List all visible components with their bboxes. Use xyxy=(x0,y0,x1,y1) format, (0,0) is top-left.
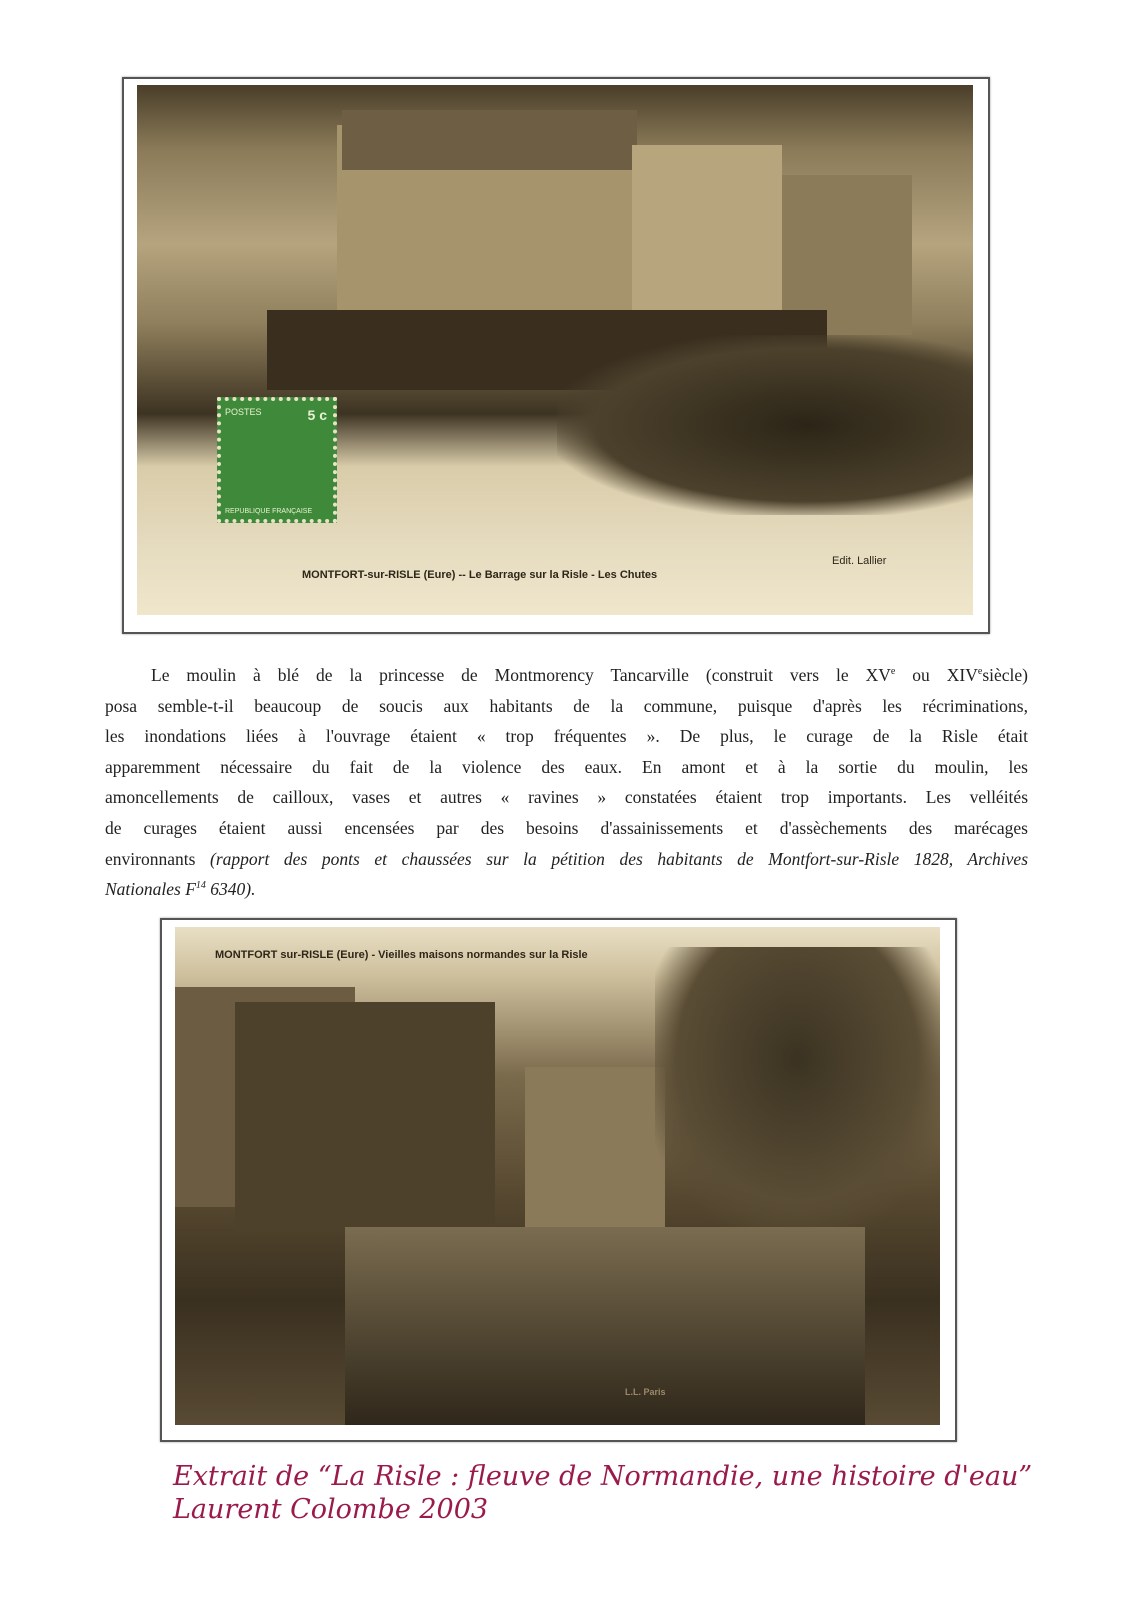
trees xyxy=(655,947,940,1227)
postcard-bottom-caption: MONTFORT sur-RISLE (Eure) - Vieilles maisons normandes sur la Risle xyxy=(215,949,588,961)
river xyxy=(345,1227,865,1425)
postcard-bottom-publisher: L.L. Paris xyxy=(625,1387,666,1397)
body-paragraph xyxy=(105,660,1028,905)
paragraph-line: posa semble-t-il beaucoup de soucis aux habitants de la commune, puisque d'après les récriminations, xyxy=(105,695,1028,716)
postcard-top-photo xyxy=(137,85,973,615)
postcard-top-caption: MONTFORT-sur-RISLE (Eure) -- Le Barrage sur la Risle - Les Chutes xyxy=(302,569,658,581)
mill-house xyxy=(235,1002,495,1232)
source-credit xyxy=(173,1460,1032,1526)
paragraph-line: les inondations liées à l'ouvrage étaient « trop fréquentes ». De plus, le curage de la Risle était xyxy=(105,726,1028,747)
citation: (rapport des ponts et chaussées sur la pétition des habitants de Montfort-sur-Risle 1828, Archives xyxy=(210,848,1029,869)
credit-title: Extrait de “La Risle : fleuve de Normandie, une histoire d'eau” xyxy=(173,1461,1033,1492)
postage-stamp: POSTES 5 c REPUBLIQUE FRANÇAISE xyxy=(217,397,337,523)
mill-roof xyxy=(342,110,637,170)
credit-author: Laurent Colombe 2003 xyxy=(173,1494,489,1525)
postcard-top-publisher: Edit. Lallier xyxy=(832,555,887,567)
paragraph-line: de curages étaient aussi encensées par des besoins d'assainissements et d'assèchements des marécages xyxy=(105,817,1028,838)
paragraph-line: environnants (rapport des ponts et chaussées sur la pétition des habitants de Montfort-sur-Risle 1828, Archives xyxy=(105,848,1029,869)
paragraph-line: apparemment nécessaire du fait de la violence des eaux. En amont et à la sortie du moulin, les xyxy=(105,756,1028,777)
paragraph-line: Le moulin à blé de la princesse de Montmorency Tancarville (construit vers le XVe ou XIVesiècle) xyxy=(151,665,1028,685)
paragraph-line: Nationales $F^{14}$ 6340). xyxy=(105,879,256,900)
timber-house xyxy=(525,1067,665,1237)
trees xyxy=(557,335,973,515)
postcard-bottom-photo xyxy=(175,927,940,1425)
paragraph-line: amoncellements de cailloux, vases et autres « ravines » constatées étaient trop importants. Les velléités xyxy=(105,787,1028,808)
